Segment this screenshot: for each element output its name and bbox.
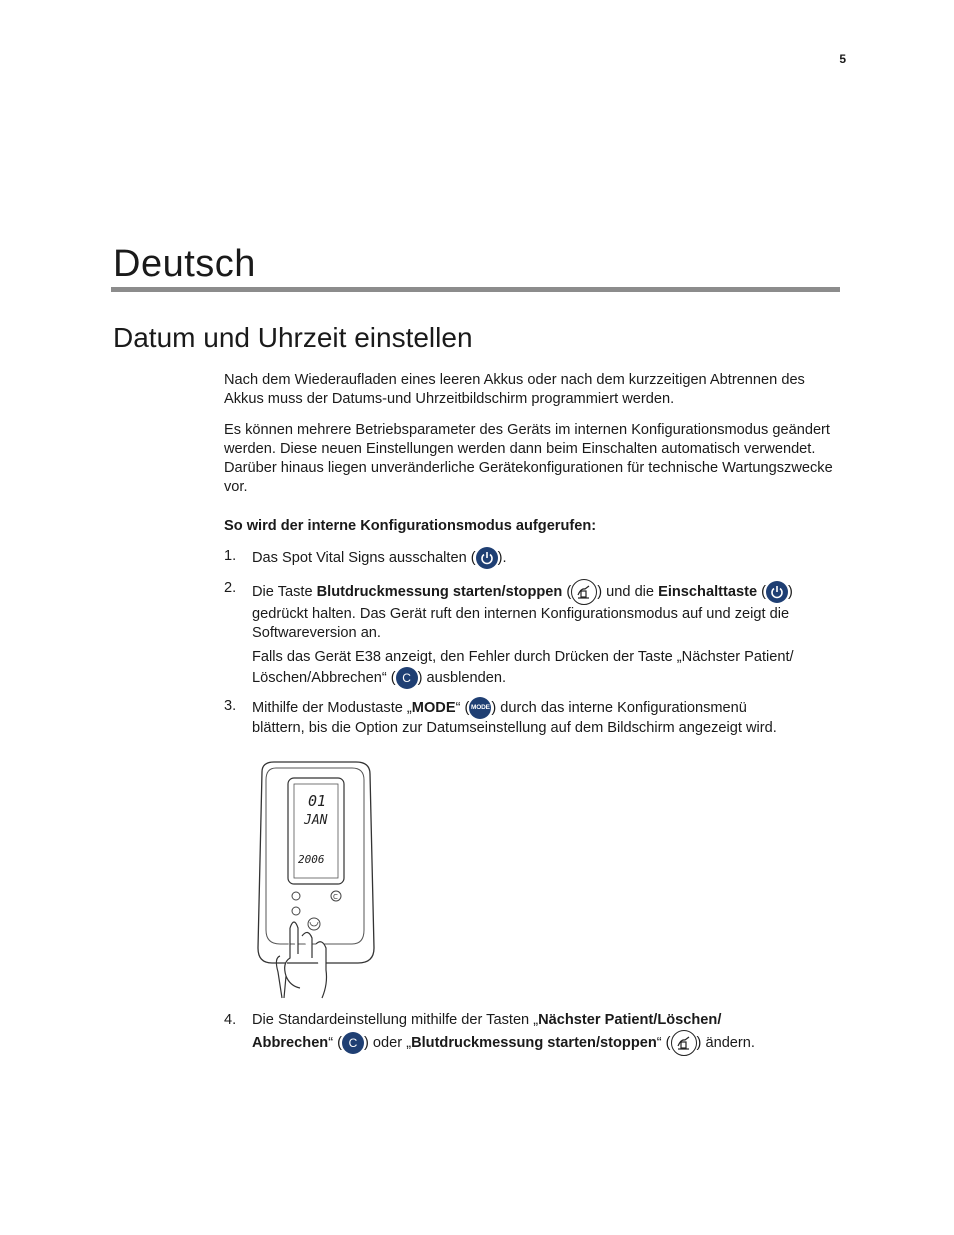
step-text: blättern, bis die Option zur Datumseinstellung auf dem Bildschirm angezeigt wird. <box>252 720 777 736</box>
step-text: ) oder „ <box>364 1034 412 1051</box>
device-illustration <box>252 758 382 1003</box>
power-icon <box>476 547 498 569</box>
section-title: Datum und Uhrzeit einstellen <box>113 322 473 353</box>
step-text: Die Taste <box>252 583 317 600</box>
step-number: 1. <box>224 548 237 564</box>
power-icon <box>766 581 788 603</box>
page-number: 5 <box>839 52 846 66</box>
display-day: 01 <box>308 792 327 810</box>
bp-button-name: Blutdruckmessung starten/stoppen <box>411 1034 657 1051</box>
display-year: 2006 <box>298 853 325 866</box>
clear-button-name: Nächster Patient/Löschen/ <box>538 1012 722 1028</box>
display-month: JAN <box>304 813 328 828</box>
step-number: 4. <box>224 1012 237 1028</box>
bp-button-name: Blutdruckmessung starten/stoppen <box>316 583 563 600</box>
step-number: 2. <box>224 580 237 596</box>
config-paragraph: Es können mehrere Betriebsparameter des Geräts im internen Konfigurationsmodus geändert werden. Diese neuen Einstellungen werden dann beim Einschalten automatisch verwendet. Darüber hinaus liegen unveränderliche Gerätekonfigurationen für technische Wartungszwecke vor. <box>224 422 833 495</box>
blood-pressure-cuff-icon <box>571 579 597 605</box>
device-c-button-label: C <box>333 893 338 901</box>
step-text: “ ( <box>455 699 470 716</box>
step-text: ( <box>757 583 766 600</box>
clear-button-name: Abbrechen <box>252 1034 329 1051</box>
power-button-name: Einschalttaste <box>658 583 758 600</box>
step-text: “ ( <box>656 1034 671 1051</box>
blood-pressure-cuff-icon <box>671 1030 697 1056</box>
mode-button-name: MODE <box>411 699 456 716</box>
step-text: ). <box>497 549 507 566</box>
note-text: Falls das Gerät E38 anzeigt, den Fehler durch Drücken der Taste „Nächster Patient/ <box>252 649 794 665</box>
step-text: ) ändern. <box>696 1034 755 1051</box>
note-text: Löschen/Abbrechen“ ( <box>252 669 396 686</box>
step-text: ( <box>562 583 572 600</box>
step-2 <box>224 579 844 639</box>
step-text: “ ( <box>328 1034 343 1051</box>
step-text: Das Spot Vital Signs ausschalten ( <box>252 549 476 566</box>
step-text: ) und die <box>597 583 659 600</box>
mode-icon: MODE <box>469 697 491 719</box>
step-text: Die Standardeinstellung mithilfe der Tasten „ <box>252 1012 539 1028</box>
clear-icon: C <box>396 667 418 689</box>
step-text: Mithilfe der Modustaste „ <box>252 699 412 716</box>
step-text: ) durch das interne Konfigurationsmenü <box>491 699 747 716</box>
step-text: gedrückt halten. Das Gerät ruft den internen Konfigurationsmodus auf und zeigt die <box>252 606 790 622</box>
procedure-title: So wird der interne Konfigurationsmodus aufgerufen: <box>224 518 597 534</box>
step-text: ) <box>787 583 793 600</box>
clear-icon: C <box>342 1032 364 1054</box>
intro-paragraph: Nach dem Wiederaufladen eines leeren Akkus oder nach dem kurzzeitigen Abtrennen des Akkus muss der Datums-und Uhrzeitbildschirm programmiert werden. <box>224 372 805 407</box>
title-rule <box>111 287 840 292</box>
step-text: Softwareversion an. <box>252 625 381 641</box>
step-number: 3. <box>224 698 237 714</box>
note-text: ) ausblenden. <box>417 669 507 686</box>
page-title: Deutsch <box>113 243 256 285</box>
